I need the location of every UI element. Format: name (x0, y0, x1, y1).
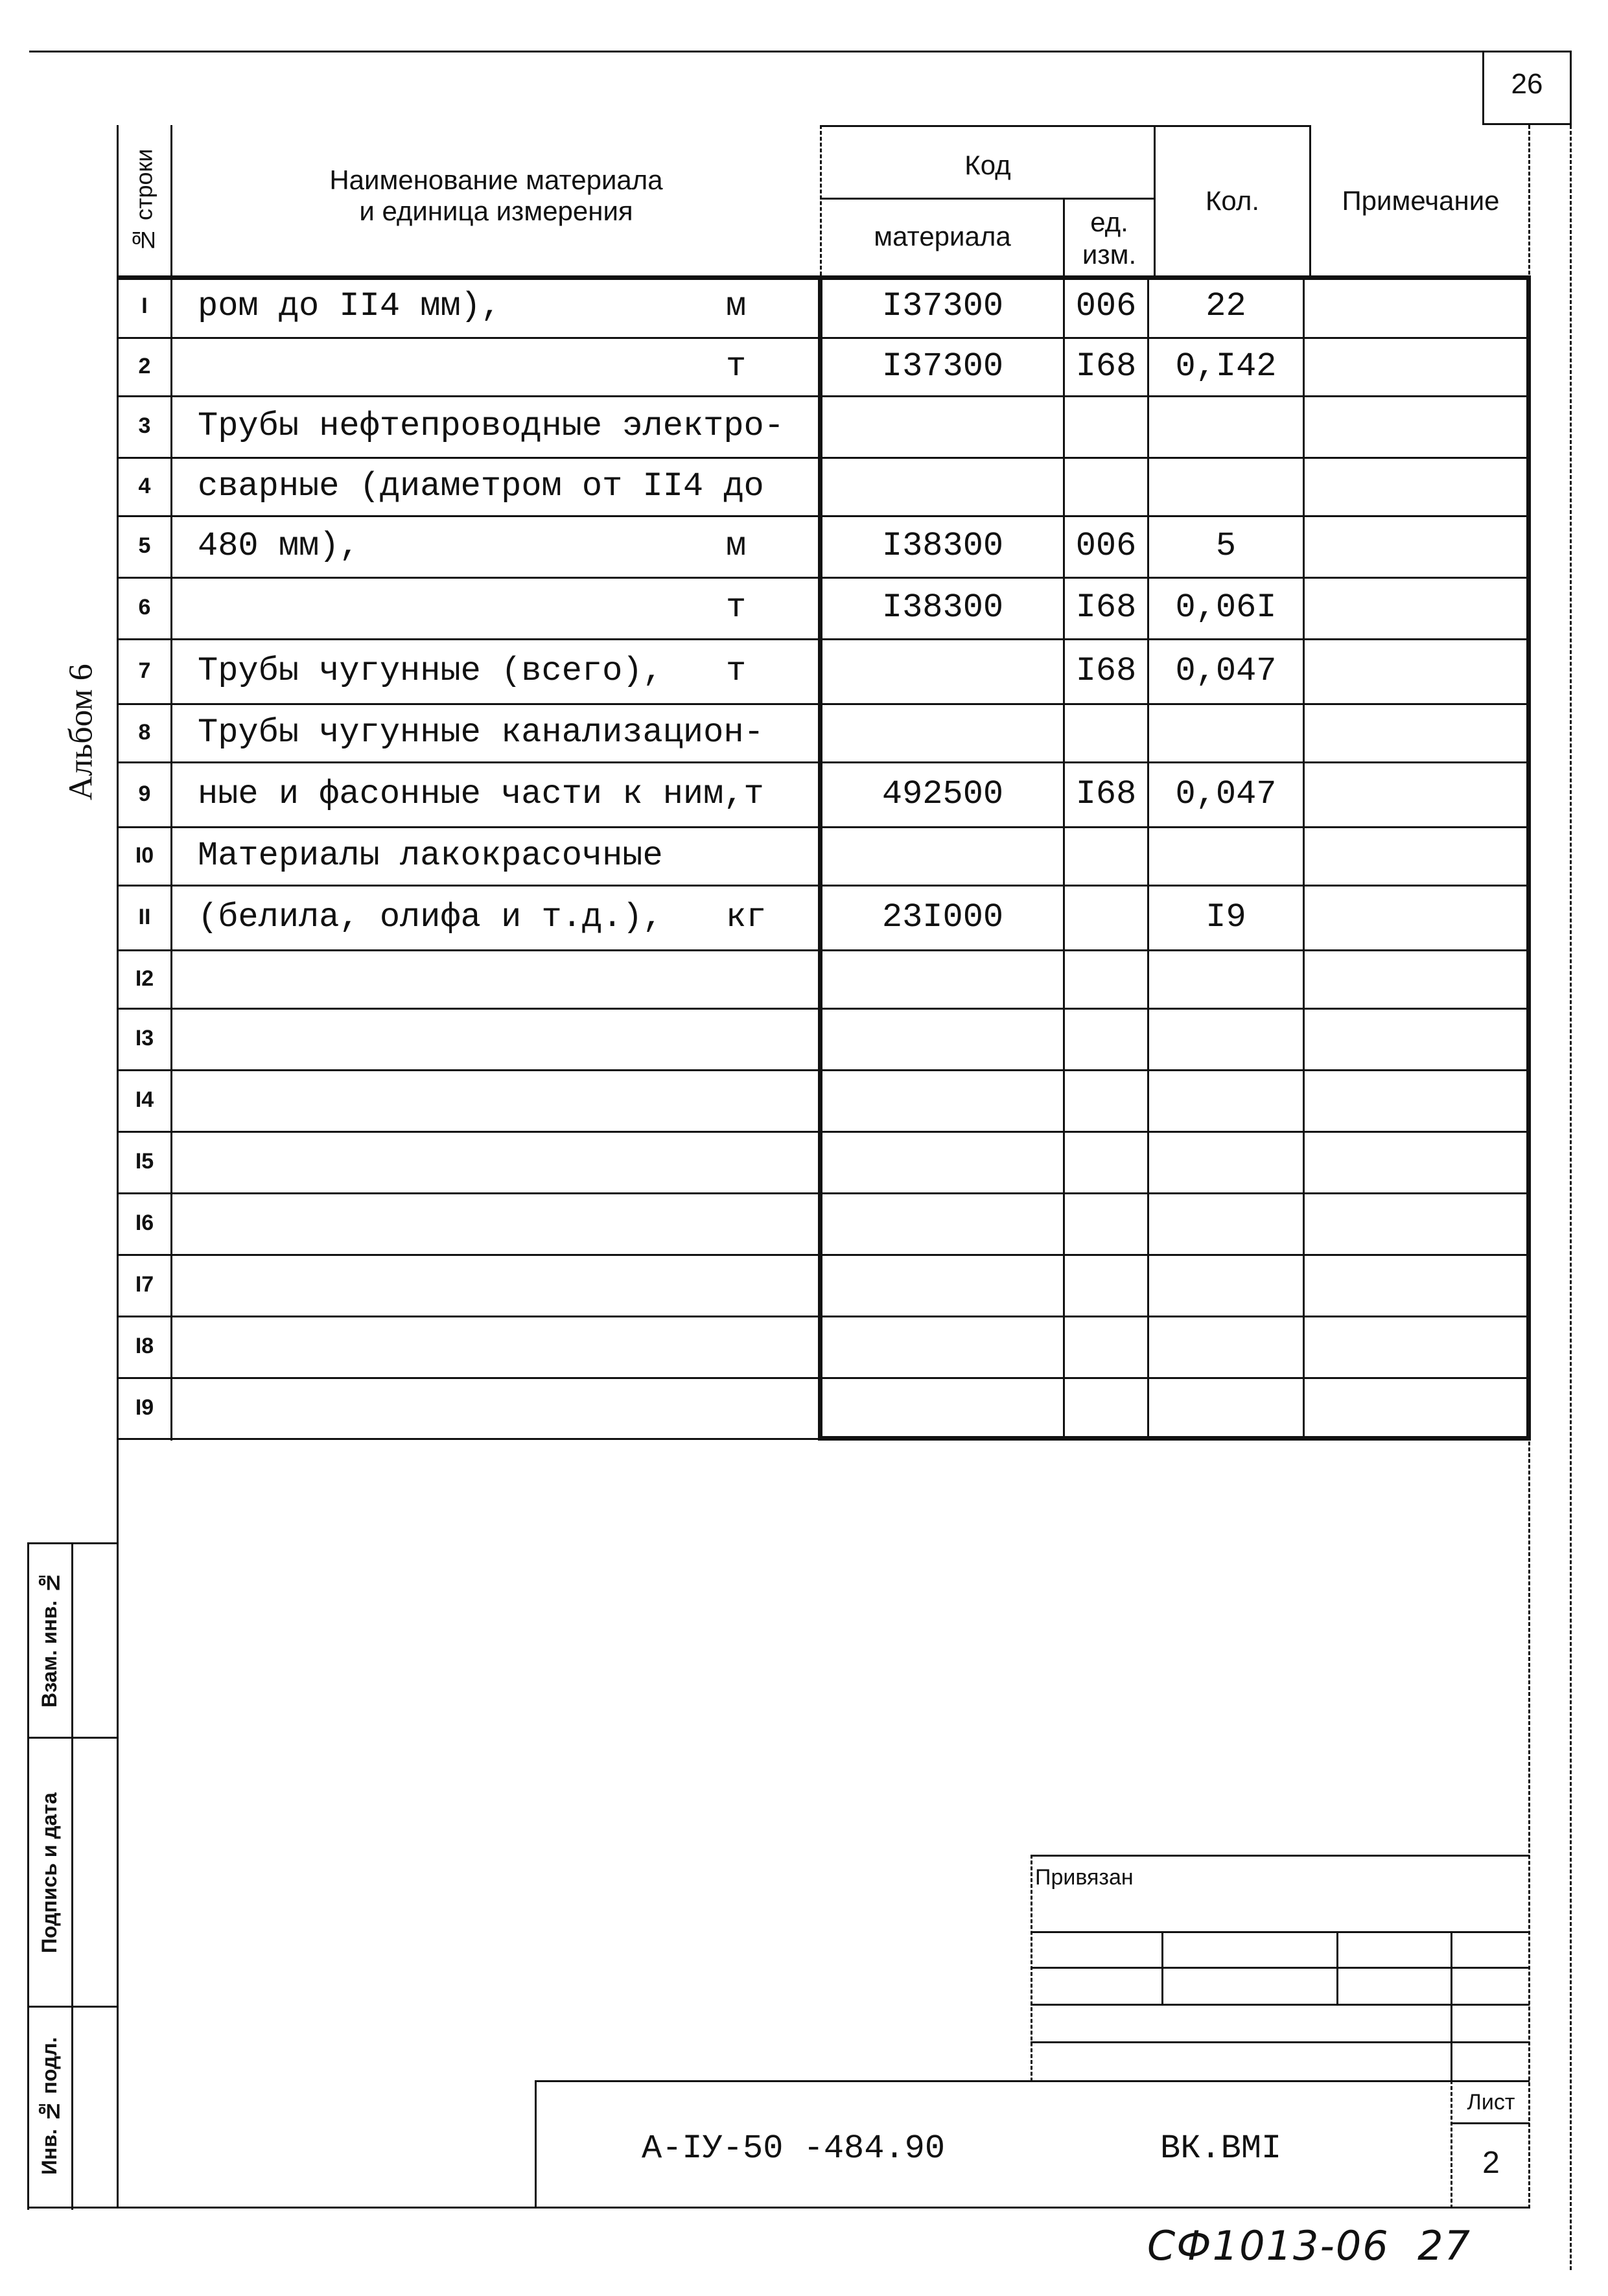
row-number: 5 (138, 533, 151, 558)
row-qty (1149, 395, 1303, 457)
row-qty (1149, 457, 1303, 515)
row-name: Трубы чугунные канализацион- (198, 713, 764, 752)
row-number: I2 (135, 966, 154, 991)
frame-right (1570, 125, 1572, 2270)
row-qty (1149, 826, 1303, 885)
row-note (1305, 1377, 1525, 1438)
row-unit (726, 1316, 797, 1377)
header-code-unit-line2: изм. (1082, 238, 1137, 270)
row-qty (1149, 1008, 1303, 1069)
header-name-line1: Наименование материала (329, 165, 663, 195)
row-note (1305, 826, 1525, 885)
row-unit (726, 395, 797, 457)
row-number: 3 (138, 413, 151, 438)
row-number: 9 (138, 781, 151, 806)
row-name: сварные (диаметром от II4 до (198, 467, 764, 505)
row-name (198, 1192, 781, 1254)
row-code-unit (1065, 885, 1147, 949)
row-number: I0 (135, 842, 154, 868)
strip-top (27, 1542, 119, 1544)
row-name: 480 мм), (198, 527, 360, 565)
row-note (1305, 885, 1525, 949)
header-code-unit-line1: ед. (1090, 206, 1128, 237)
row-code-material (822, 395, 1063, 457)
row-qty: 0,047 (1175, 651, 1277, 690)
row-code-unit (1065, 1316, 1147, 1377)
tb-doc-code: А-IУ-50 -484.90 (642, 2129, 946, 2168)
tb-sheet-split (1451, 2122, 1530, 2124)
strip-label-podpis: Подпись и дата (38, 1792, 61, 1953)
row-number: I6 (135, 1211, 154, 1235)
row-qty: 0,06I (1175, 588, 1277, 627)
row-name (198, 1254, 781, 1316)
row-code-material (822, 638, 1063, 703)
row-unit: м (726, 527, 747, 565)
row-code-material: 492500 (881, 774, 1004, 813)
row-unit: т (726, 651, 747, 690)
row-code-material (822, 457, 1063, 515)
body-bottom-line (117, 1438, 820, 1440)
row-qty (1149, 1069, 1303, 1131)
row-name (198, 1316, 781, 1377)
row-code-material (822, 1377, 1063, 1438)
handwritten-note: СФ1013-06 27 (1147, 2221, 1472, 2269)
tb-doc-left (535, 2080, 537, 2209)
strip-label-inv: Инв. № подл. (38, 2037, 61, 2175)
header-code: Код (964, 150, 1011, 180)
row-unit (726, 1192, 797, 1254)
row-number: I4 (135, 1087, 154, 1112)
tb-doc-mark: ВК.ВМI (1160, 2129, 1282, 2168)
page-number: 26 (1511, 68, 1543, 100)
row-name: (белила, олифа и т.д.), (198, 898, 663, 936)
row-code-unit (1065, 826, 1147, 885)
tb-privyazan-top (1031, 1855, 1530, 1857)
row-qty (1149, 1254, 1303, 1316)
tb-grid-h4 (1031, 2041, 1530, 2043)
row-qty: 5 (1215, 527, 1237, 565)
inner-frame-bottom (117, 2207, 1530, 2209)
row-number: I5 (135, 1149, 154, 1174)
row-name (198, 577, 781, 638)
tb-grid-h1 (1031, 1931, 1530, 1933)
row-note (1305, 275, 1525, 337)
row-qty: 22 (1206, 287, 1246, 325)
row-unit: кг (726, 898, 767, 936)
row-code-unit (1065, 1377, 1147, 1438)
tb-sheet-number: 2 (1482, 2146, 1500, 2180)
row-number: 4 (138, 473, 151, 498)
row-unit (726, 949, 797, 1008)
frame-right-top (1570, 51, 1572, 125)
row-unit (726, 1008, 797, 1069)
row-note (1305, 1069, 1525, 1131)
row-code-unit (1065, 457, 1147, 515)
row-qty: 0,047 (1175, 774, 1277, 813)
header-qty: Кол. (1205, 185, 1260, 216)
row-name (198, 1069, 781, 1131)
strip-sep-2 (27, 2006, 119, 2008)
row-note (1305, 703, 1525, 761)
header-note: Примечание (1342, 185, 1500, 216)
header-row-number: № строки (130, 148, 157, 253)
header-code-material: материала (874, 221, 1011, 251)
row-note (1305, 1192, 1525, 1254)
row-number: I7 (135, 1272, 154, 1297)
row-note (1305, 1008, 1525, 1069)
row-code-unit: I68 (1075, 588, 1137, 627)
row-code-material (822, 703, 1063, 761)
row-unit (726, 826, 797, 885)
row-unit (726, 703, 797, 761)
row-note (1305, 949, 1525, 1008)
row-name (198, 1131, 781, 1192)
strip-bottom (27, 2207, 119, 2209)
row-code-material (822, 1254, 1063, 1316)
row-code-material (822, 1192, 1063, 1254)
row-qty (1149, 703, 1303, 761)
top-border (29, 51, 1572, 52)
row-code-unit: 006 (1075, 287, 1137, 325)
row-name: ром до II4 мм), (198, 287, 502, 325)
row-code-material (822, 1131, 1063, 1192)
row-code-unit (1065, 1131, 1147, 1192)
row-unit (726, 457, 797, 515)
row-name (198, 1377, 781, 1438)
row-note (1305, 1254, 1525, 1316)
tb-grid-v2 (1336, 1931, 1338, 2004)
row-note (1305, 761, 1525, 826)
row-number: 2 (138, 353, 151, 378)
tb-sheet-label: Лист (1467, 2089, 1515, 2115)
header-top-line (820, 125, 1309, 127)
row-unit (726, 761, 797, 826)
strip-label-vzam: Взам. инв. № (38, 1571, 61, 1708)
header-code-split-line (820, 198, 1156, 200)
row-qty (1149, 1316, 1303, 1377)
row-qty (1149, 1377, 1303, 1438)
row-code-unit (1065, 395, 1147, 457)
row-unit (726, 1254, 797, 1316)
row-unit (726, 1377, 797, 1438)
row-note (1305, 457, 1525, 515)
tb-grid-v3 (1451, 1931, 1452, 2081)
row-number: 7 (138, 658, 151, 683)
row-code-unit: 006 (1075, 527, 1137, 565)
row-name (198, 1008, 781, 1069)
row-code-material: I37300 (881, 347, 1004, 386)
row-note (1305, 515, 1525, 577)
row-code-material: I38300 (881, 588, 1004, 627)
row-number: 6 (138, 595, 151, 620)
row-code-material (822, 1316, 1063, 1377)
row-unit: м (726, 287, 747, 325)
row-unit: т (726, 588, 747, 627)
tb-grid-h2 (1031, 1967, 1530, 1969)
row-name: ные и фасонные части к ним,т (198, 774, 764, 813)
row-code-material: I38300 (881, 527, 1004, 565)
row-note (1305, 1131, 1525, 1192)
row-note (1305, 638, 1525, 703)
row-code-unit: I68 (1075, 774, 1137, 813)
row-name: Материалы лакокрасочные (198, 836, 663, 875)
row-code-material (822, 949, 1063, 1008)
row-number: I9 (135, 1395, 154, 1420)
row-qty: 0,I42 (1175, 347, 1277, 386)
row-code-unit (1065, 1254, 1147, 1316)
row-number: I8 (135, 1334, 154, 1358)
row-qty: I9 (1206, 898, 1246, 936)
row-qty (1149, 949, 1303, 1008)
row-unit: т (726, 347, 747, 386)
tb-doc-top (535, 2080, 1530, 2082)
row-qty (1149, 1131, 1303, 1192)
row-code-unit: I68 (1075, 651, 1137, 690)
row-note (1305, 577, 1525, 638)
tb-grid-v1 (1161, 1931, 1163, 2004)
row-code-unit (1065, 1008, 1147, 1069)
row-note (1305, 337, 1525, 395)
strip-sep-1 (27, 1737, 119, 1739)
row-number: I3 (135, 1026, 154, 1050)
page-number-box-bottom (1482, 123, 1570, 125)
row-code-unit (1065, 703, 1147, 761)
side-label-album: Альбом 6 (62, 664, 100, 801)
row-code-material: 23I000 (881, 898, 1004, 936)
tb-privyazan-label: Привязан (1035, 1864, 1134, 1890)
row-code-material (822, 1008, 1063, 1069)
tb-grid-h3 (1031, 2004, 1530, 2006)
row-code-unit: I68 (1075, 347, 1137, 386)
row-code-material (822, 1069, 1063, 1131)
row-qty (1149, 1192, 1303, 1254)
row-code-material (822, 826, 1063, 885)
row-name: Трубы чугунные (всего), (198, 651, 663, 690)
header-name-line2: и единица измерения (359, 196, 633, 226)
row-code-unit (1065, 1069, 1147, 1131)
row-note (1305, 1316, 1525, 1377)
row-name (198, 337, 781, 395)
row-name: Трубы нефтепроводные электро- (198, 407, 784, 445)
row-number: II (138, 904, 151, 929)
strip-mid-line (71, 1542, 73, 2210)
row-code-material: I37300 (881, 287, 1004, 325)
row-code-unit (1065, 949, 1147, 1008)
row-number: I (141, 294, 148, 318)
row-note (1305, 395, 1525, 457)
row-unit (726, 1131, 797, 1192)
row-code-unit (1065, 1192, 1147, 1254)
row-name (198, 949, 781, 1008)
row-unit (726, 1069, 797, 1131)
row-number: 8 (138, 719, 151, 745)
